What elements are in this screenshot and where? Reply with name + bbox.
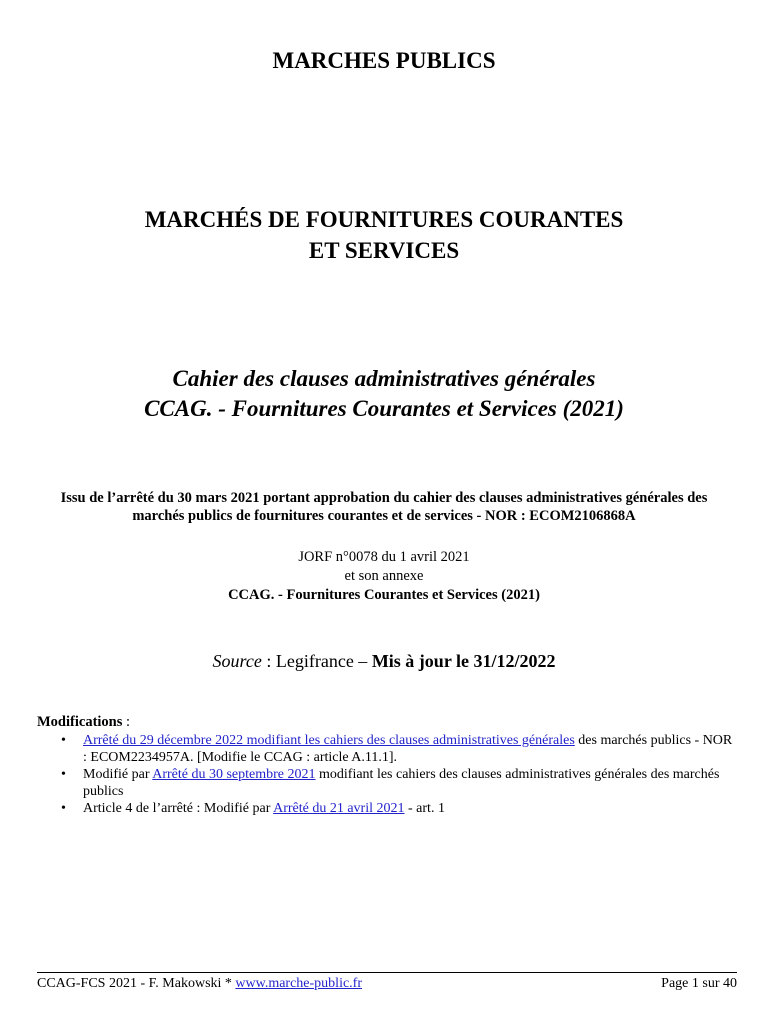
modifications-label: Modifications [37,714,123,730]
modification-link-2[interactable]: Arrêté du 30 septembre 2021 [152,767,316,782]
modification-text-3: - art. 1 [404,801,445,816]
subtitle-line-2: ET SERVICES [308,238,460,263]
modification-text-1: des marchés publics - NOR : ECOM2234957A. [Modifie le CCAG : article A.11.1]. [83,733,733,765]
modification-link-3[interactable]: Arrêté du 21 avril 2021 [273,801,405,816]
modification-text-2: modifiant les cahiers des clauses administratives générales des marchés publics [83,767,720,799]
footer-website-link[interactable]: www.marche-public.fr [235,976,363,991]
jorf-line-2: et son annexe [344,568,424,584]
source-line [0,651,768,672]
source-separator: : Legifrance – [261,651,372,671]
issu-line-2: marchés publics de fournitures courantes et de services - NOR : ECOM2106868A [132,508,636,524]
footer-divider [37,972,737,973]
modifications-colon: : [122,714,131,730]
source-label: Source [212,651,262,671]
document-title: MARCHES PUBLICS [272,48,496,73]
issu-line-1: Issu de l’arrêté du 30 mars 2021 portant approbation du cahier des clauses administratives générales des [60,490,708,506]
page-number: Page 1 sur 40 [661,976,737,991]
modifications-list [37,732,737,817]
jorf-line-1: JORF n°0078 du 1 avril 2021 [298,549,470,565]
bullet-icon: • [61,767,66,782]
jorf-line-3: CCAG. - Fournitures Courantes et Services (2021) [228,587,540,603]
modification-link-1[interactable]: Arrêté du 29 décembre 2022 modifiant les cahiers des clauses administratives générales [83,733,575,748]
document-subtitle [0,204,768,266]
list-item [37,766,737,800]
footer-author: CCAG-FCS 2021 - F. Makowski * [37,976,236,991]
modifications-heading [37,714,130,731]
modification-prefix-2: Modifié par [83,767,153,782]
modification-prefix-3: Article 4 de l’arrêté : Modifié par [83,801,274,816]
issu-paragraph [0,489,768,525]
list-item [37,800,737,817]
cahier-line-2: CCAG. - Fournitures Courantes et Services (2021) [144,396,624,421]
cahier-heading [0,364,768,424]
bullet-icon: • [61,801,66,816]
jorf-block [0,548,768,605]
subtitle-line-1: MARCHÉS DE FOURNITURES COURANTES [144,207,624,232]
list-item [37,732,737,766]
bullet-icon: • [61,733,66,748]
update-date: Mis à jour le 31/12/2022 [371,651,556,671]
footer-left [37,976,362,992]
cahier-line-1: Cahier des clauses administratives générales [172,366,596,391]
